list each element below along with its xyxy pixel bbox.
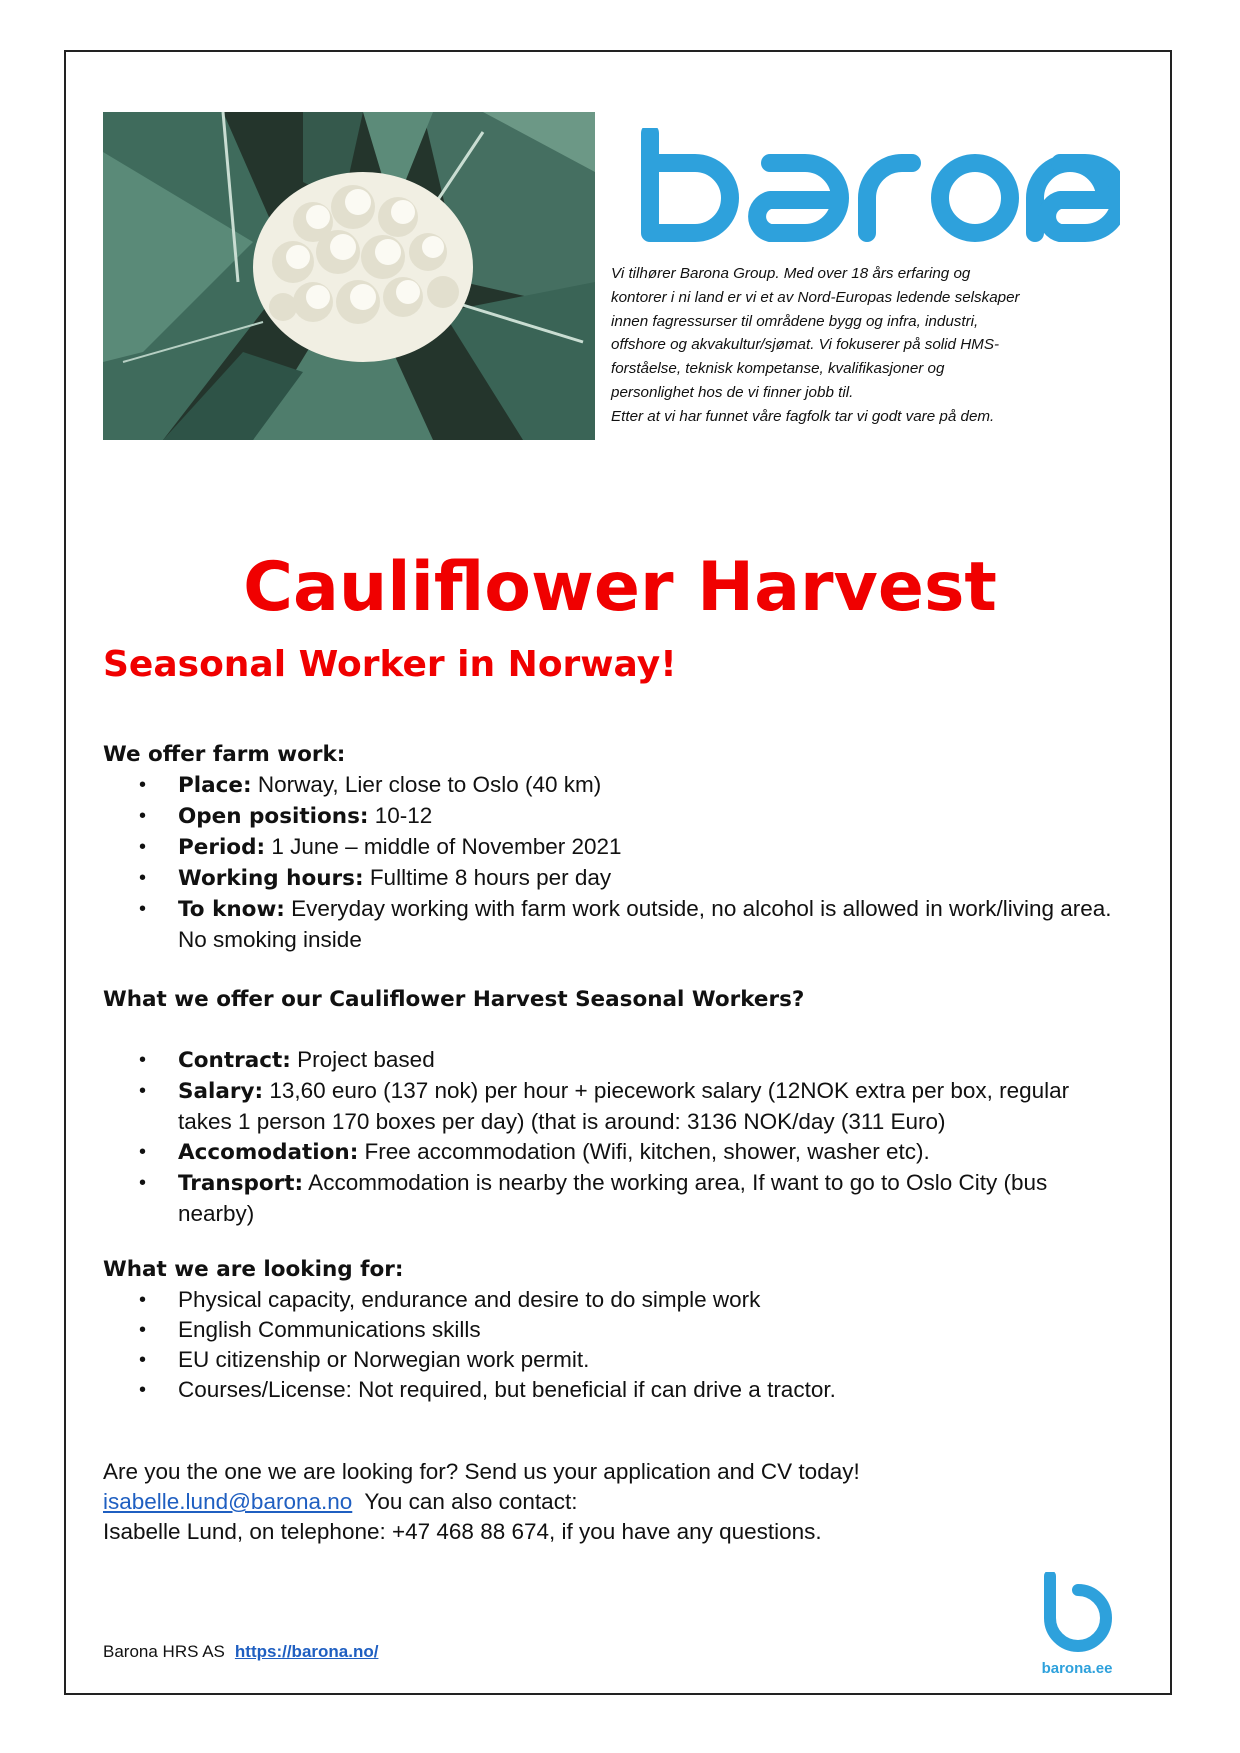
list-item [103, 894, 1123, 955]
company-name: Barona HRS AS [103, 1642, 225, 1661]
list-item: • EU citizenship or Norwegian work permit. [103, 1345, 1123, 1375]
intro-line: personlighet hos de vi finner jobb til. [611, 383, 854, 401]
contact-line [103, 1487, 1143, 1517]
section-heading: We offer farm work: [103, 742, 346, 767]
list-item [103, 1076, 1123, 1137]
item-text: Free accommodation (Wifi, kitchen, shower, washer etc). [358, 1139, 930, 1164]
requirements-list [103, 1285, 1123, 1405]
item-text: Project based [290, 1047, 435, 1072]
contact-line: Isabelle Lund, on telephone: +47 468 88 674, if you have any questions. [103, 1519, 822, 1544]
website-link[interactable]: https://barona.no/ [234, 1642, 379, 1661]
company-intro [611, 262, 1141, 429]
email-link[interactable]: isabelle.lund@barona.no [103, 1489, 353, 1514]
intro-line: kontorer i ni land er vi et av Nord-Europas ledende selskaper [611, 288, 1020, 306]
item-text: Everyday working with farm work outside, no alcohol is allowed in work/living area. No smoking inside [178, 896, 1112, 952]
section-heading: What we offer our Cauliflower Harvest Seasonal Workers? [103, 987, 805, 1012]
offer-list [103, 770, 1123, 955]
intro-line: forståelse, teknisk kompetanse, kvalifikasjoner og [611, 360, 945, 378]
item-text: 13,60 euro (137 nok) per hour + piecework salary (12NOK extra per box, regular takes 1 person 170 boxes per day) (that is around: 3136 NOK/day (311 Euro) [178, 1078, 1070, 1134]
item-text: 1 June – middle of November 2021 [265, 834, 622, 859]
item-label: Open positions: [178, 804, 369, 829]
intro-line: innen fagressurser til områdene bygg og infra, industri, [611, 312, 979, 330]
offer-section [103, 740, 1123, 955]
benefits-section [103, 985, 1123, 1229]
item-label: Accomodation: [178, 1140, 359, 1165]
item-label: Transport: [178, 1171, 304, 1196]
list-item [103, 770, 1123, 801]
cauliflower-photo [103, 112, 595, 440]
item-text: Fulltime 8 hours per day [363, 865, 612, 890]
list-item [103, 832, 1123, 863]
list-item [103, 1168, 1123, 1229]
item-label: Working hours: [178, 866, 364, 891]
intro-line: Etter at vi har funnet våre fagfolk tar vi godt vare på dem. [611, 407, 995, 425]
contact-line: Are you the one we are looking for? Send us your application and CV today! [103, 1459, 860, 1484]
item-label: Period: [178, 835, 266, 860]
list-item [103, 801, 1123, 832]
item-label: Place: [178, 773, 252, 798]
barona-b-icon [1040, 1572, 1116, 1652]
contact-text: You can also contact: [352, 1489, 578, 1514]
list-item: • Courses/License: Not required, but beneficial if can drive a tractor. [103, 1375, 1123, 1405]
page-subtitle: Seasonal Worker in Norway! [103, 644, 677, 685]
list-item: • Physical capacity, endurance and desire to do simple work [103, 1285, 1123, 1315]
item-text: Norway, Lier close to Oslo (40 km) [251, 772, 602, 797]
item-label: Salary: [178, 1079, 264, 1104]
badge-label: barona.ee [1041, 1660, 1113, 1677]
list-item [103, 1045, 1123, 1076]
section-heading: What we are looking for: [103, 1257, 404, 1282]
item-label: To know: [178, 897, 285, 922]
list-item [103, 1137, 1123, 1168]
requirements-section [103, 1255, 1123, 1405]
benefits-list [103, 1045, 1123, 1229]
list-item [103, 863, 1123, 894]
barona-logo [640, 128, 1120, 246]
page-title: Cauliflower Harvest [243, 548, 997, 627]
footer [103, 1642, 378, 1662]
contact-section [103, 1457, 1143, 1547]
item-text: Accommodation is nearby the working area, If want to go to Oslo City (bus nearby) [178, 1170, 1048, 1226]
item-label: Contract: [178, 1048, 291, 1073]
intro-line: Vi tilhører Barona Group. Med over 18 års erfaring og [611, 265, 971, 282]
item-text: 10-12 [368, 803, 433, 828]
intro-line: offshore og akvakultur/sjømat. Vi fokuserer på solid HMS- [611, 336, 1000, 354]
list-item: • English Communications skills [103, 1315, 1123, 1345]
